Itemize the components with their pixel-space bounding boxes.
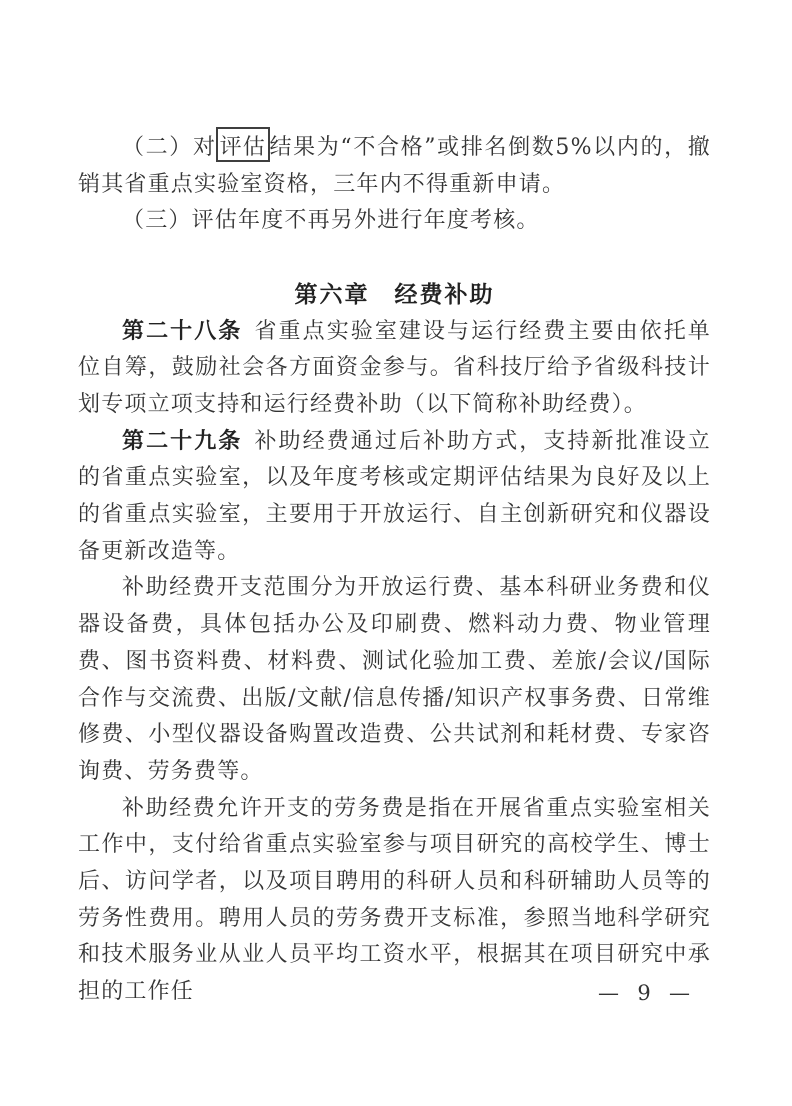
document-body	[78, 130, 711, 1011]
paragraph-expense-scope: 补助经费开支范围分为开放运行费、基本科研业务费和仪器设备费，具体包括办公及印刷费、燃料动力费、物业管理费、图书资料费、材料费、测试化验加工费、差旅/会议/国际合作与交流费、出版/文献/信息传播/知识产权事务费、日常维修费、小型仪器设备购置改造费、公共试剂和耗材费、专家咨询费、劳务费等。	[78, 575, 711, 784]
article-28-text: 省重点实验室建设与运行经费主要由依托单位自筹，鼓励社会各方面资金参与。省科技厅给予省级科技计划专项立项支持和运行经费补助（以下简称补助经费）。	[78, 318, 711, 417]
footer-dash-right: —	[669, 981, 690, 1005]
page-footer	[598, 981, 690, 1005]
highlight-box-term: 评估	[216, 127, 270, 162]
clause-2-prefix: （二）对	[122, 135, 217, 160]
clause-item-3: （三）评估年度不再另外进行年度考核。	[122, 208, 540, 234]
footer-dash-left: —	[598, 981, 619, 1005]
article-29	[78, 424, 711, 571]
clause-2-suffix: 结果为“不合格”或排名倒数5%以内的，撤销其省重点实验室资格，三年内不得重新申请。	[78, 135, 711, 197]
article-29-text: 补助经费通过后补助方式，支持新批准设立的省重点实验室，以及年度考核或定期评估结果为良好及以上的省重点实验室，主要用于开放运行、自主创新研究和仪器设备更新改造等。	[78, 428, 711, 564]
article-28	[78, 314, 711, 424]
article-28-label: 第二十八条	[122, 318, 243, 344]
article-29-label: 第二十九条	[122, 428, 243, 454]
clause-item-2	[78, 130, 711, 203]
page-number: 9	[637, 981, 651, 1005]
chapter-heading: 第六章 经费补助	[294, 281, 495, 308]
paragraph-labor-fee: 补助经费允许开支的劳务费是指在开展省重点实验室相关工作中，支付给省重点实验室参与项目研究的高校学生、博士后、访问学者，以及项目聘用的科研人员和科研辅助人员等的劳务性费用。聘用人员的劳务费开支标准，参照当地科学研究和技术服务业从业人员平均工资水平，根据其在项目研究中承担的工作任	[78, 795, 711, 1005]
